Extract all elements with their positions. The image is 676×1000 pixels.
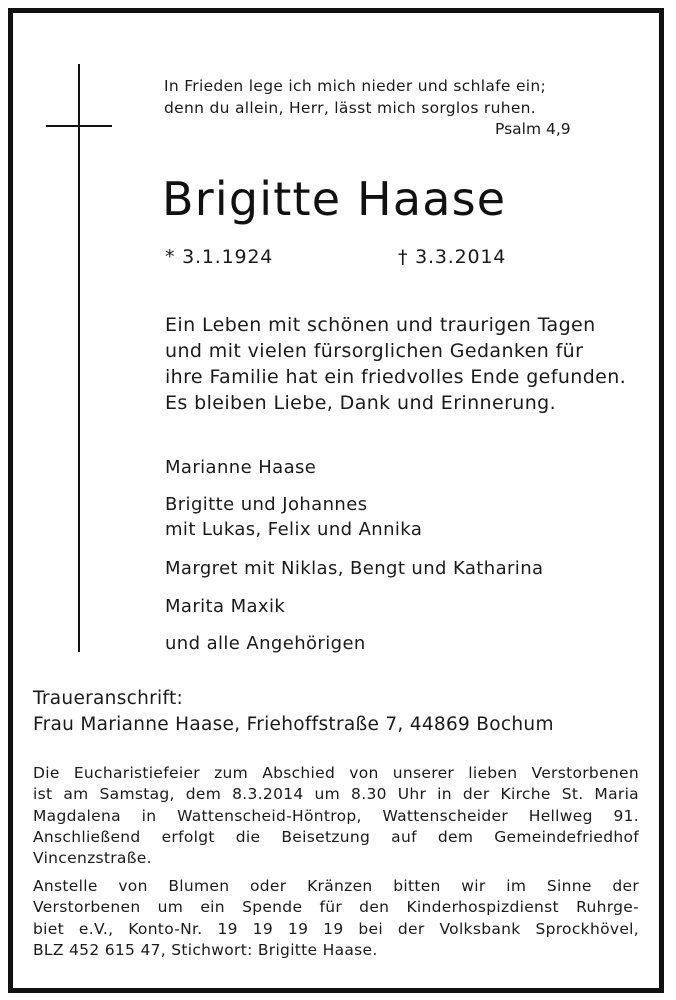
tribute-line: Ein Leben mit schönen und traurigen Tagen (165, 314, 596, 336)
psalm-verse (164, 75, 546, 119)
tribute-line: Es bleiben Liebe, Dank und Erinnerung. (165, 392, 557, 414)
tribute-text (165, 312, 626, 416)
birth-date: * 3.1.1924 (165, 246, 274, 268)
verse-line: In Frieden lege ich mich nieder und schlafe ein; (164, 77, 547, 95)
cross-horizontal-bar (46, 125, 112, 127)
mourner-name: Marianne Haase (165, 457, 317, 478)
verse-line: denn du allein, Herr, lässt mich sorglos ruhen. (164, 99, 537, 117)
service-line: Magdalena in Wattenscheid-Höntrop, Wattenscheider Hellweg 91. (33, 806, 639, 825)
condolence-address (33, 686, 554, 738)
service-line: Die Eucharistiefeier zum Abschied von unserer lieben Verstorbenen (33, 764, 639, 782)
donation-line: biet e.V., Konto-Nr. 19 19 19 19 bei der Volksbank Sprockhövel, (33, 919, 639, 938)
deceased-name: Brigitte Haase (162, 172, 507, 226)
service-paragraph (33, 763, 639, 869)
donation-paragraph (33, 876, 639, 961)
address-label: Traueranschrift: (33, 688, 184, 709)
donation-line: Anstelle von Blumen oder Kränzen bitten wir im Sinne der (33, 877, 639, 895)
service-line: Anschließend erfolgt die Beisetzung auf dem Gemeindefriedhof (33, 827, 639, 846)
service-line: ist am Samstag, dem 8.3.2014 um 8.30 Uhr in der Kirche St. Maria (33, 785, 639, 804)
cross-vertical-bar (78, 64, 80, 652)
donation-line: Verstorbenen um ein Spende für den Kinderhospizdienst Ruhrge- (33, 898, 639, 917)
tribute-line: und mit vielen fürsorglichen Gedanken für (165, 340, 584, 362)
death-date: † 3.3.2014 (398, 246, 507, 268)
mourner-name: und alle Angehörigen (165, 633, 366, 654)
mourner-name: Margret mit Niklas, Bengt und Katharina (165, 558, 544, 579)
mourner-name: Marita Maxik (165, 596, 286, 617)
mourner-name: Brigitte und Johannes (165, 494, 368, 515)
address-value: Frau Marianne Haase, Friehoffstraße 7, 44869 Bochum (33, 714, 554, 735)
psalm-reference: Psalm 4,9 (495, 120, 571, 138)
tribute-line: ihre Familie hat ein friedvolles Ende gefunden. (165, 366, 627, 388)
service-line: Vincenzstraße. (33, 849, 152, 868)
donation-line: BLZ 452 615 47, Stichwort: Brigitte Haase. (33, 940, 378, 959)
mourner-name: mit Lukas, Felix und Annika (165, 519, 423, 540)
